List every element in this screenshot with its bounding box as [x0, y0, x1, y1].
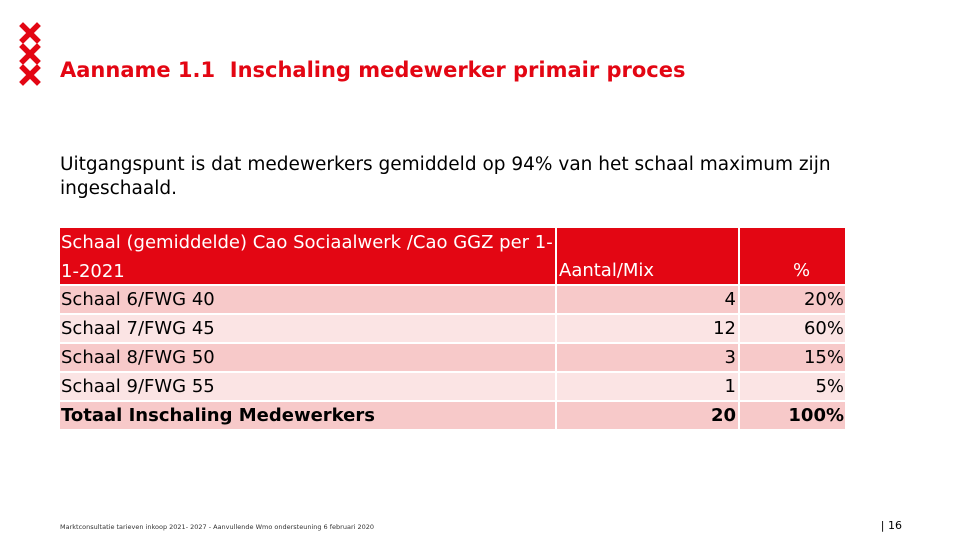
page-title: Aanname 1.1 Inschaling medewerker primair proces [60, 58, 686, 82]
row-label: Schaal 7/FWG 45 [61, 318, 215, 339]
table-row [60, 315, 845, 344]
table-row [60, 373, 845, 402]
row-percent: 20% [738, 286, 845, 313]
table-total-row [60, 402, 845, 431]
row-label: Schaal 6/FWG 40 [61, 289, 215, 310]
table-header-row [60, 228, 845, 286]
salary-scale-table [60, 228, 845, 431]
intro-text: Uitgangspunt is dat medewerkers gemiddeld op 94% van het schaal maximum zijn ingeschaald. [60, 154, 831, 199]
row-count: 3 [555, 344, 738, 371]
table-row [60, 286, 845, 315]
row-count: 12 [555, 315, 738, 342]
page-number: | 16 [880, 519, 902, 532]
total-count: 20 [555, 402, 738, 429]
row-percent: 5% [738, 373, 845, 400]
footer-text: Marktconsultatie tarieven inkoop 2021- 2027 - Aanvullende Wmo ondersteuning 6 februari 2020 [60, 523, 375, 531]
row-percent: 60% [738, 315, 845, 342]
header-scale: Schaal (gemiddelde) Cao Sociaalwerk /Cao GGZ per 1-1-2021 [61, 232, 553, 282]
row-percent: 15% [738, 344, 845, 371]
row-count: 4 [555, 286, 738, 313]
total-label: Totaal Inschaling Medewerkers [61, 405, 375, 426]
header-percent: % [738, 228, 845, 284]
row-label: Schaal 8/FWG 50 [61, 347, 215, 368]
amsterdam-xxx-icon [19, 22, 41, 86]
header-count: Aantal/Mix [555, 228, 738, 284]
total-percent: 100% [738, 402, 845, 429]
row-label: Schaal 9/FWG 55 [61, 376, 215, 397]
row-count: 1 [555, 373, 738, 400]
table-row [60, 344, 845, 373]
